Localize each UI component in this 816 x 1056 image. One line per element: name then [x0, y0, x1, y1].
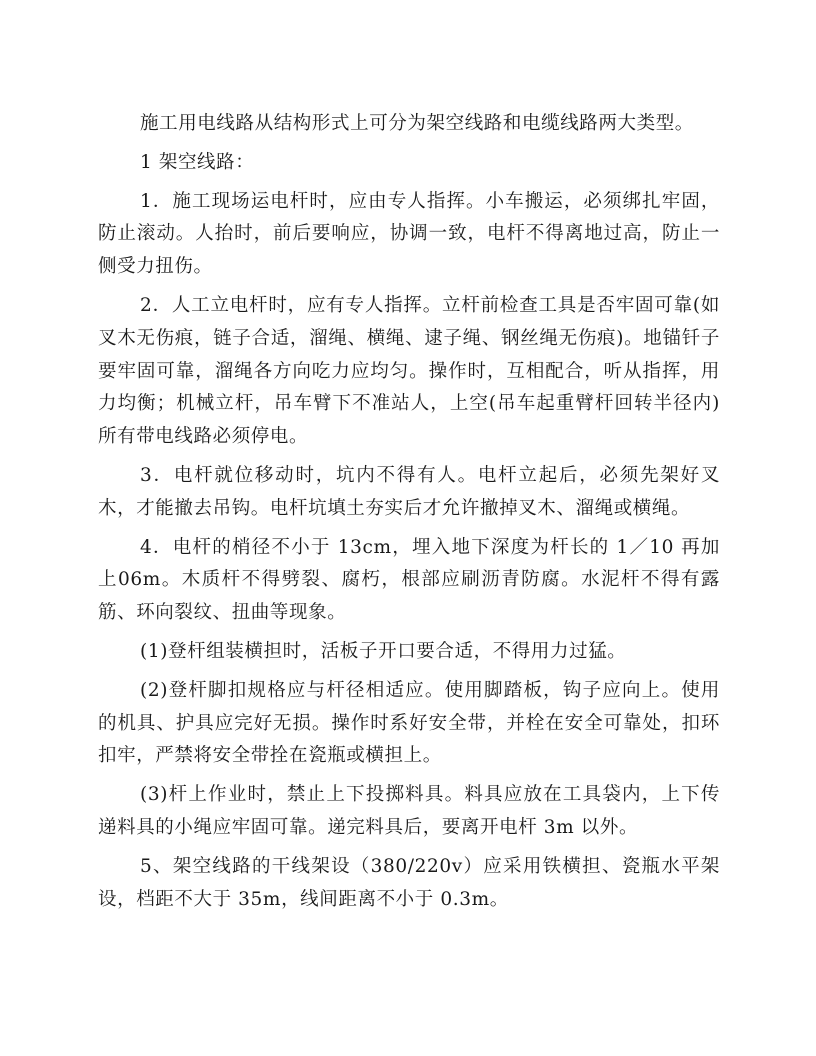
paragraph-item-2: 2．人工立电杆时，应有专人指挥。立杆前检查工具是否牢固可靠(如叉木无伤痕，链子合适，溜绳、横绳、逮子绳、钢丝绳无伤痕)。地锚钎子要牢固可靠，溜绳各方向吃力应均匀。操作时，互相配合，听从指挥，用力均衡；机械立杆，吊车臂下不准站人，上空(吊车起重臂杆回转半径内)所有带电线路必须停电。 — [98, 294, 720, 448]
paragraph-item-4: 4．电杆的梢径不小于 13cm，埋入地下深度为杆长的 1／10 再加上06m。木质杆不得劈裂、腐朽，根部应刷沥青防腐。水泥杆不得有露筋、环向裂纹、扭曲等现象。 — [98, 536, 720, 624]
paragraph-subitem-3: (3)杆上作业时，禁止上下投掷料具。料具应放在工具袋内，上下传递料具的小绳应牢固可靠。递完料具后，要离开电杆 3m 以外。 — [98, 784, 720, 838]
paragraph-item-5: 5、架空线路的干线架设（380/220v）应采用铁横担、瓷瓶水平架设，档距不大于 35m，线间距离不小于 0.3m。 — [98, 855, 720, 910]
paragraph-item-1: 1．施工现场运电杆时，应由专人指挥。小车搬运，必须绑扎牢固，防止滚动。人抬时，前后要响应，协调一致，电杆不得离地过高，防止一侧受力扭伤。 — [98, 190, 720, 278]
document-page — [98, 108, 720, 922]
paragraph-item-3: 3．电杆就位移动时，坑内不得有人。电杆立起后，必须先架好叉木，才能撤去吊钩。电杆坑填土夯实后才允许撤掉叉木、溜绳或横绳。 — [98, 464, 720, 519]
paragraph-subitem-2: (2)登杆脚扣规格应与杆径相适应。使用脚踏板，钩子应向上。使用的机具、护具应完好无损。操作时系好安全带，并栓在安全可靠处，扣环扣牢，严禁将安全带拴在瓷瓶或横担上。 — [98, 679, 720, 767]
paragraph-subitem-1: (1)登杆组装横担时，活板子开口要合适，不得用力过猛。 — [140, 640, 627, 662]
intro-paragraph: 施工用电线路从结构形式上可分为架空线路和电缆线路两大类型。 — [140, 113, 694, 134]
section-heading-overhead-lines: 1 架空线路： — [140, 151, 255, 173]
